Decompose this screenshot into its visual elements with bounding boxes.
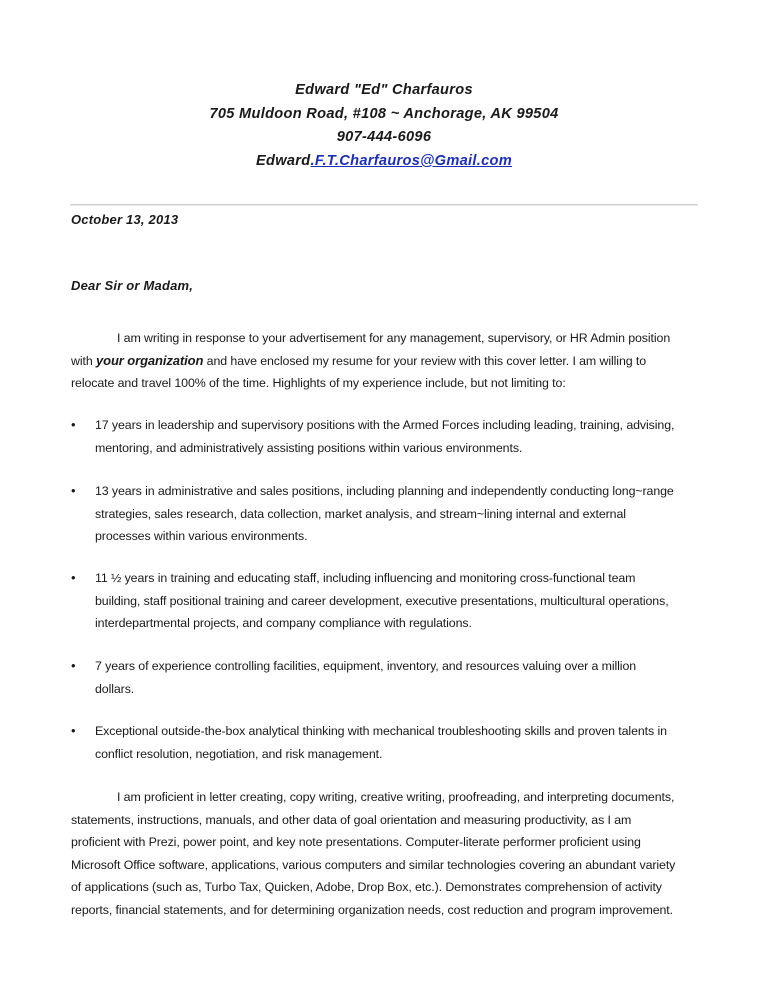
bullet-line: 13 years in administrative and sales positions, including planning and independently conducting long~range [95,484,674,498]
intro-line-2-before: with [71,353,96,368]
bullet-text [95,567,669,635]
bullet-text [95,414,674,459]
intro-paragraph [71,327,701,395]
closing-line: I am proficient in letter creating, copy writing, creative writing, proofreading, and interpreting documents, [117,790,675,804]
bullet-line: 7 years of experience controlling facilities, equipment, inventory, and resources valuing over a million [95,659,637,673]
bullet-dot: • [71,483,76,498]
sender-email [0,150,768,174]
intro-line-1: I am writing in response to your advertisement for any management, supervisory, or HR Admin position [117,331,671,345]
bullet-dot: • [71,658,76,673]
bullet-text [95,720,667,765]
closing-line: of applications (such as, Turbo Tax, Quicken, Adobe, Drop Box, etc.). Demonstrates comprehension of activity [71,880,662,894]
bullet-line: Exceptional outside-the-box analytical thinking with mechanical troubleshooting skills and proven talents in [95,724,667,738]
intro-line-2-after: and have enclosed my resume for your review with this cover letter. I am willing to [203,353,647,368]
bullet-dot: • [71,723,76,738]
closing-line: proficient with Prezi, power point, and key note presentations. Computer-literate performer proficient using [71,835,641,849]
bullet-text [95,480,674,548]
bullet-dot: • [71,570,76,585]
bullet-line: mentoring, and administratively assisting positions within various environments. [95,440,523,455]
bullet-line: strategies, sales research, data collection, market analysis, and stream~lining internal and external [95,506,626,521]
bullet-line: conflict resolution, negotiation, and risk management. [95,746,383,761]
bullet-dot: • [71,417,76,432]
closing-line: statements, instructions, manuals, and other data of goal orientation and measuring productivity, as I am [71,812,632,827]
header-divider [70,204,698,206]
letterhead [0,79,768,173]
letter-date: October 13, 2013 [71,212,179,227]
bullet-line: 11 ½ years in training and educating staff, including influencing and monitoring cross-functional team [95,571,636,585]
bullet-line: 17 years in leadership and supervisory positions with the Armed Forces including leading, training, advising, [95,418,675,432]
sender-phone: 907-444-6096 [336,129,432,145]
bullet-line: interdepartmental projects, and company compliance with regulations. [95,616,472,630]
bullet-text [95,655,636,700]
intro-line-2 [71,350,701,373]
intro-emphasis: your organization [95,352,204,368]
sender-email-prefix: Edward [255,152,311,169]
sender-name: Edward "Ed" Charfauros [295,82,473,98]
sender-address: 705 Muldoon Road, #108 ~ Anchorage, AK 99504 [209,105,559,122]
salutation: Dear Sir or Madam, [71,278,194,293]
closing-paragraph [71,786,701,921]
bullet-line: building, staff positional training and career development, executive presentations, multicultural operations, [95,593,669,608]
intro-line-3: relocate and travel 100% of the time. Highlights of my experience include, but not limiting to: [71,376,566,390]
closing-line: Microsoft Office software, applications, various computers and similar technologies covering an abundant variety [71,857,676,872]
closing-line: reports, financial statements, and for determining organization needs, cost reduction and program improvement. [71,902,673,917]
bullet-line: dollars. [95,681,135,696]
bullet-line: processes within various environments. [95,529,308,543]
sender-email-link[interactable]: .F.T.Charfauros@Gmail.com [310,152,512,169]
